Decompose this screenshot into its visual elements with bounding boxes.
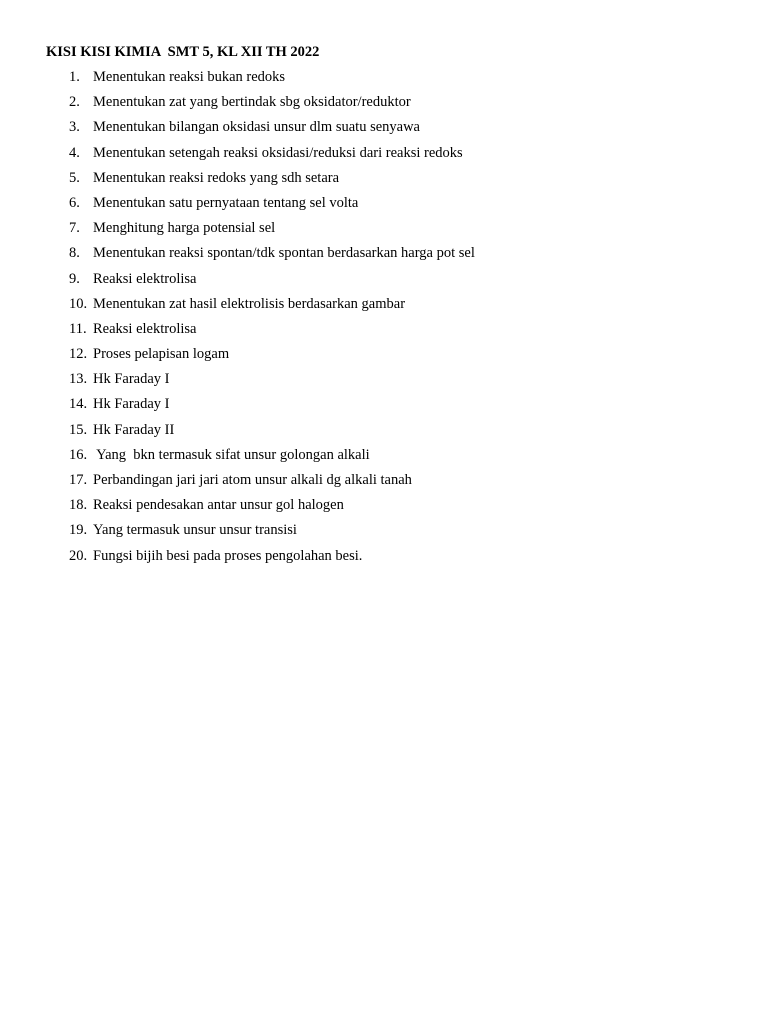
item-number: 20. bbox=[69, 547, 88, 564]
item-number: 11. bbox=[69, 320, 87, 337]
item-number: 7. bbox=[69, 220, 80, 237]
item-number: 14. bbox=[69, 396, 88, 413]
item-text: Reaksi elektrolisa bbox=[93, 320, 197, 337]
item-number: 15. bbox=[69, 421, 88, 438]
item-number: 8. bbox=[69, 245, 80, 262]
item-text: Reaksi elektrolisa bbox=[93, 270, 197, 287]
item-number: 3. bbox=[69, 119, 80, 136]
item-number: 2. bbox=[69, 94, 80, 111]
item-text: Menghitung harga potensial sel bbox=[93, 220, 276, 237]
item-text: Hk Faraday II bbox=[93, 421, 175, 438]
item-number: 9. bbox=[69, 270, 80, 287]
item-number: 13. bbox=[69, 371, 88, 388]
item-text: Reaksi pendesakan antar unsur gol halogen bbox=[93, 497, 344, 514]
item-text: Menentukan zat hasil elektrolisis berdasarkan gambar bbox=[93, 295, 406, 312]
item-number: 16. bbox=[69, 446, 88, 463]
item-number: 12. bbox=[69, 346, 88, 363]
item-number: 18. bbox=[69, 497, 88, 514]
item-number: 4. bbox=[69, 144, 80, 161]
item-text: Menentukan zat yang bertindak sbg oksidator/reduktor bbox=[93, 94, 411, 111]
item-number: 10. bbox=[69, 295, 88, 312]
item-text: Yang bkn termasuk sifat unsur golongan alkali bbox=[93, 446, 370, 463]
item-number: 1. bbox=[69, 69, 80, 85]
item-number: 5. bbox=[69, 169, 80, 186]
item-text: Perbandingan jari jari atom unsur alkali dg alkali tanah bbox=[93, 472, 412, 488]
item-number: 6. bbox=[69, 194, 80, 211]
item-text: Menentukan reaksi bukan redoks bbox=[93, 69, 286, 85]
item-text: Yang termasuk unsur unsur transisi bbox=[93, 522, 297, 539]
item-text: Fungsi bijih besi pada proses pengolahan besi. bbox=[93, 547, 363, 564]
item-text: Menentukan setengah reaksi oksidasi/reduksi dari reaksi redoks bbox=[93, 144, 463, 161]
item-text: Menentukan reaksi redoks yang sdh setara bbox=[93, 169, 340, 186]
item-text: Proses pelapisan logam bbox=[93, 346, 230, 363]
item-text: Hk Faraday I bbox=[93, 371, 170, 388]
document-title: KISI KISI KIMIA SMT 5, KL XII TH 2022 bbox=[46, 44, 320, 60]
item-number: 17. bbox=[69, 472, 88, 488]
item-text: Menentukan bilangan oksidasi unsur dlm suatu senyawa bbox=[93, 119, 420, 136]
item-text: Menentukan satu pernyataan tentang sel volta bbox=[93, 194, 359, 211]
item-number: 19. bbox=[69, 522, 88, 539]
item-text: Menentukan reaksi spontan/tdk spontan berdasarkan harga pot sel bbox=[93, 245, 475, 262]
item-text: Hk Faraday I bbox=[93, 396, 170, 413]
